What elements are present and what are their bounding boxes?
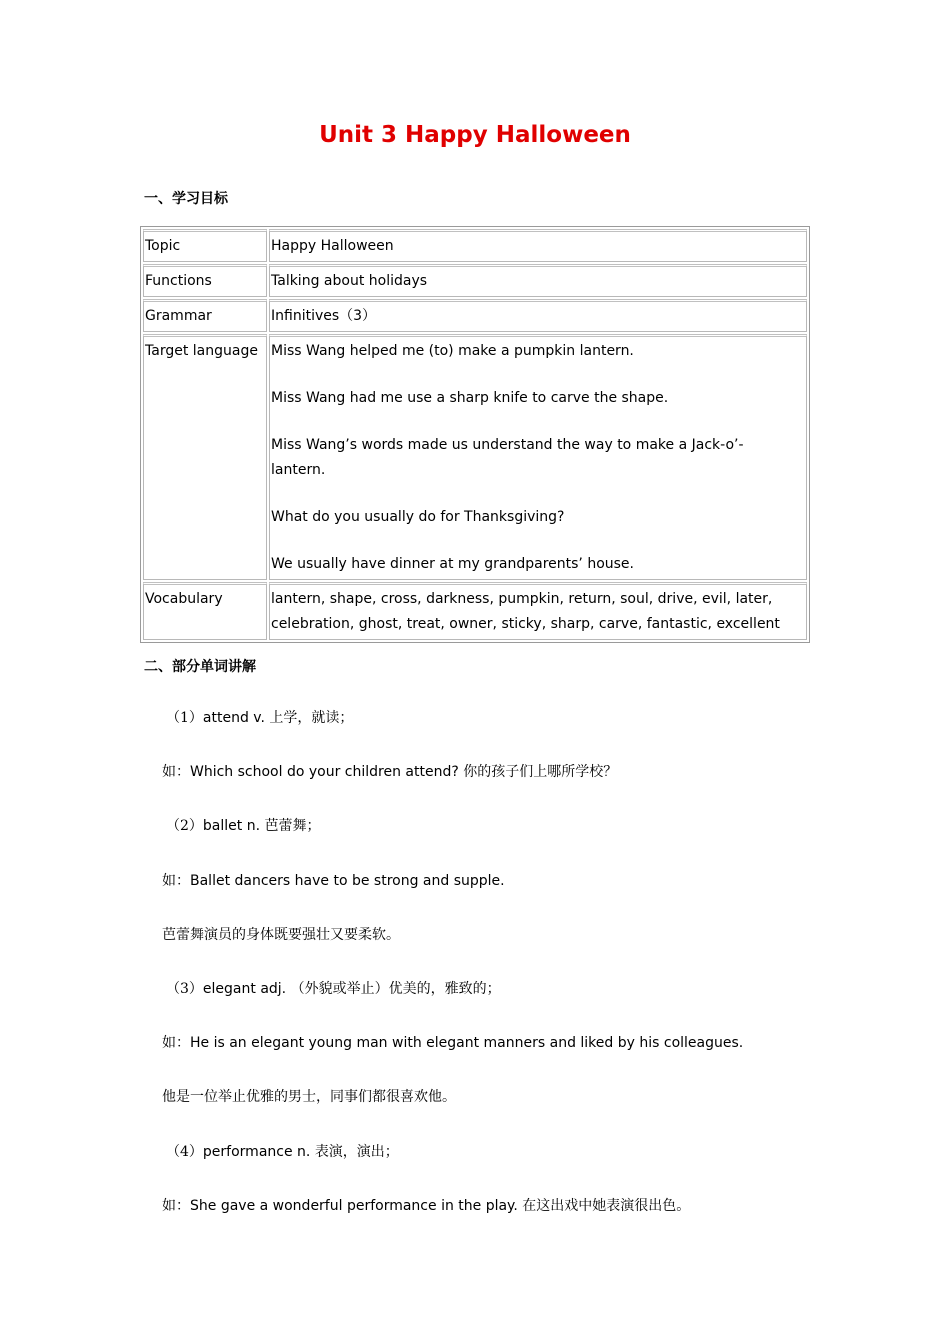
row-label: Target language [143,334,267,580]
sentence: Miss Wang helped me (to) make a pumpkin lantern. [271,343,634,359]
entry-word: attend v. [202,710,270,726]
row-label: Topic [143,229,267,262]
vocab-line: celebration, ghost, treat, owner, sticky, sharp, carve, fantastic, excellent [271,616,780,632]
row-value: Happy Halloween [269,229,807,262]
row-value-target-language [269,334,807,580]
example-chinese: 你的孩子们上哪所学校？ [463,764,618,780]
word-entry-elegant [0,979,950,999]
entry-meaning: 芭蕾舞； [264,818,321,834]
vocab-line: lantern, shape, cross, darkness, pumpkin, return, soul, drive, evil, later, [271,591,773,607]
word-entry-performance [0,1142,950,1162]
row-value: Infinitives（3） [269,299,807,332]
sentence: We usually have dinner at my grandparents’ house. [271,556,634,572]
table-row [143,582,807,640]
example-english: Which school do your children attend? [190,764,464,780]
example-sentence [0,762,950,782]
objectives-table [140,226,810,643]
document-title: Unit 3 Happy Halloween [319,122,631,148]
table-row [143,264,807,297]
sentence: Miss Wang’s words made us understand the way to make a Jack-o’- [271,437,744,453]
sentence: What do you usually do for Thanksgiving? [271,509,565,525]
entry-number: （3） [166,981,203,997]
row-label: Functions [143,264,267,297]
entry-number: （4） [166,1144,203,1160]
entry-word: performance n. [202,1144,315,1160]
entry-meaning: 表演，演出； [314,1144,399,1160]
example-sentence [0,1033,950,1053]
section-heading-vocabulary: 二、部分单词讲解 [144,659,256,675]
example-translation [0,925,950,945]
entry-number: （1） [166,710,203,726]
translation-text: 芭蕾舞演员的身体既要强壮又要柔软。 [162,927,400,943]
translation-text: 他是一位举止优雅的男士，同事们都很喜欢他。 [162,1089,456,1105]
entry-meaning: 上学，就读； [269,710,354,726]
word-entry-ballet [0,816,950,836]
word-entry-attend [0,708,950,728]
row-value-vocabulary [269,582,807,640]
example-translation [0,1087,950,1107]
table-row [143,334,807,580]
table-row [143,299,807,332]
section-heading-objectives: 一、学习目标 [144,191,228,207]
row-label: Vocabulary [143,582,267,640]
row-value: Talking about holidays [269,264,807,297]
example-chinese: 在这出戏中她表演很出色。 [522,1198,691,1214]
table-row [143,229,807,262]
example-english: Ballet dancers have to be strong and supple. [190,873,505,889]
example-prefix: 如： [162,1198,190,1214]
sentence: lantern. [271,462,326,478]
example-english: He is an elegant young man with elegant manners and liked by his colleagues. [190,1035,744,1051]
row-label: Grammar [143,299,267,332]
entry-number: （2） [166,818,203,834]
example-sentence [0,871,950,891]
example-prefix: 如： [162,873,190,889]
entry-word: elegant adj. [202,981,291,997]
entry-meaning: （外貌或举止）优美的，雅致的； [290,981,501,997]
entry-word: ballet n. [202,818,265,834]
example-prefix: 如： [162,764,190,780]
example-prefix: 如： [162,1035,190,1051]
example-english: She gave a wonderful performance in the play. [190,1198,523,1214]
example-sentence [0,1196,950,1216]
sentence: Miss Wang had me use a sharp knife to carve the shape. [271,390,669,406]
